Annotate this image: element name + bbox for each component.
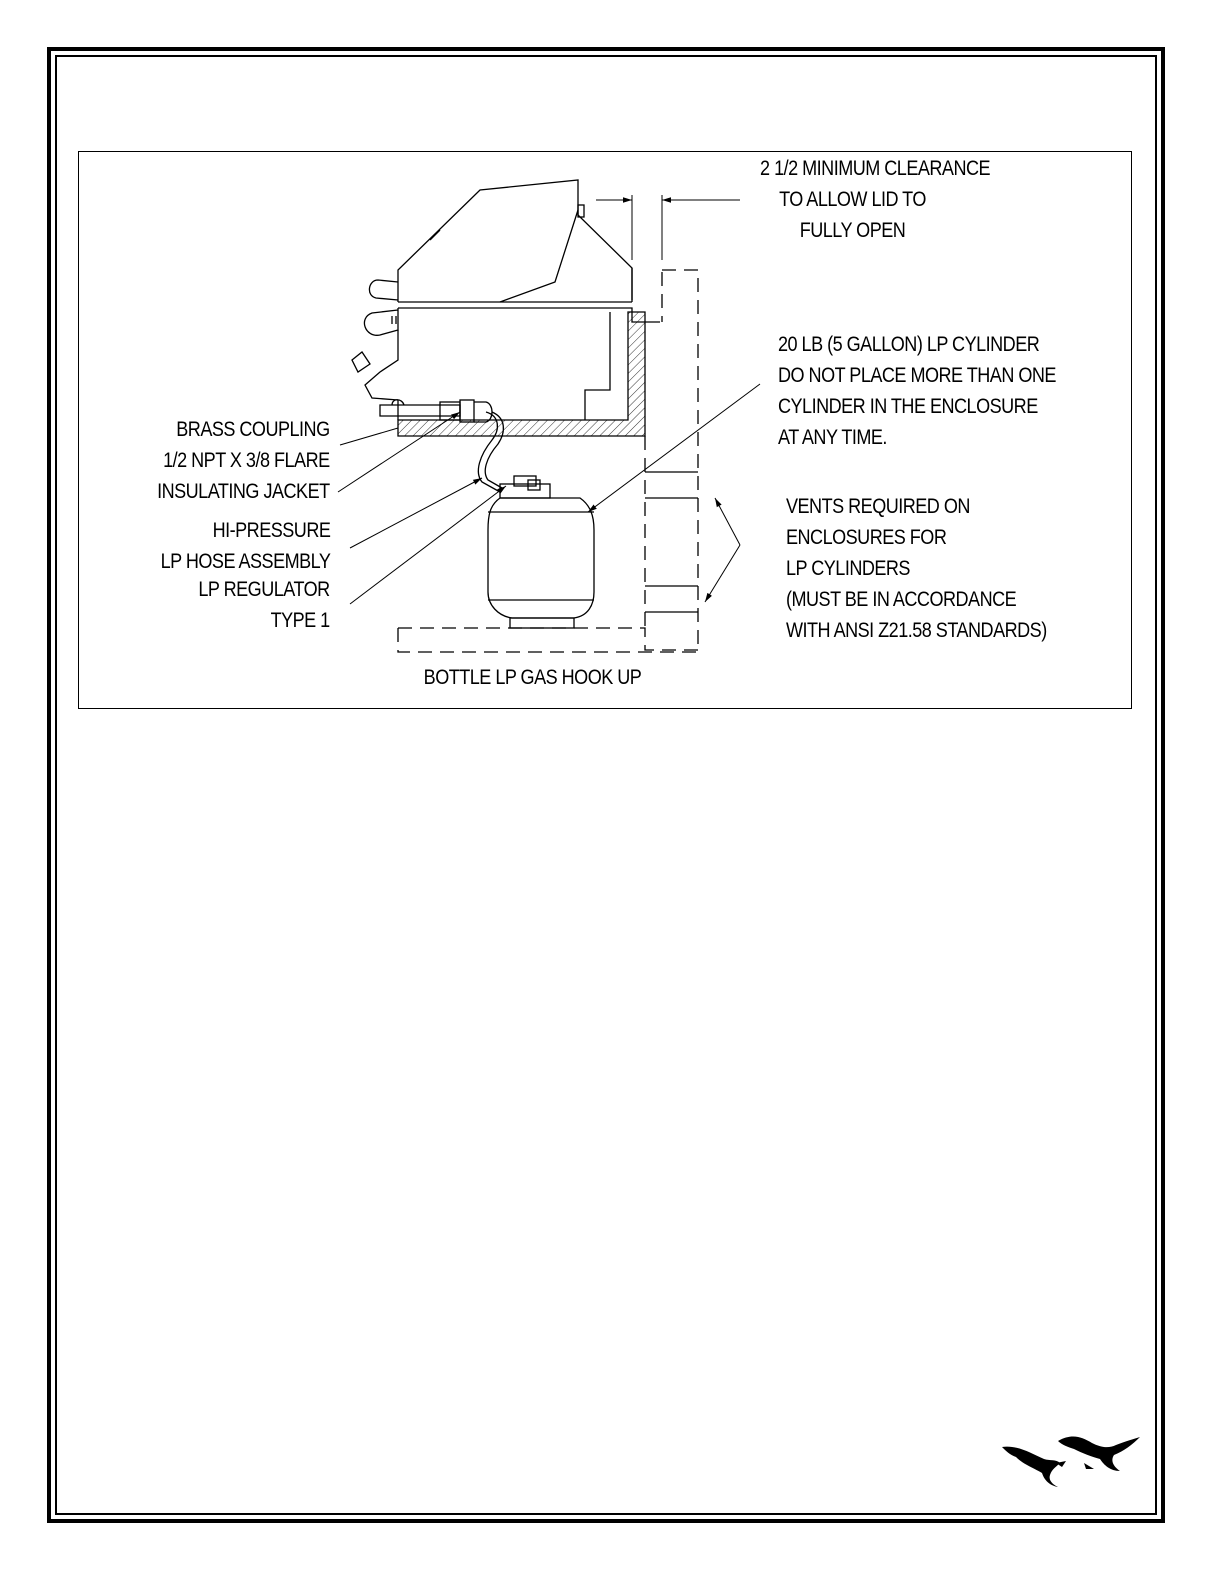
clearance-line-2: TO ALLOW LID TO — [779, 188, 926, 211]
vents-line-2: ENCLOSURES FOR — [786, 526, 947, 549]
vents-line-1: VENTS REQUIRED ON — [786, 495, 970, 518]
insulating-jacket — [398, 312, 645, 436]
regulator-line-1: LP REGULATOR — [198, 578, 330, 601]
cylinder-line-2: DO NOT PLACE MORE THAN ONE — [778, 364, 1056, 387]
gas-valve-assembly — [380, 400, 492, 422]
vents-note — [786, 491, 1047, 646]
clearance-line-1: 2 1/2 MINIMUM CLEARANCE — [760, 157, 991, 180]
insulating-jacket-label: INSULATING JACKET — [157, 480, 330, 503]
cylinder-line-3: CYLINDER IN THE ENCLOSURE — [778, 395, 1038, 418]
eagles-logo — [1000, 1425, 1145, 1490]
regulator-label — [199, 574, 330, 636]
cylinder-note — [778, 329, 1056, 453]
grill-lid — [369, 180, 632, 302]
vents-line-4: (MUST BE IN ACCORDANCE — [786, 588, 1017, 611]
enclosure-dashed — [398, 270, 698, 652]
lp-cylinder — [488, 476, 594, 628]
hose-line-2: LP HOSE ASSEMBLY — [160, 550, 330, 573]
vents-line-5: WITH ANSI Z21.58 STANDARDS) — [786, 619, 1047, 642]
leader-lines — [338, 195, 760, 604]
diagram-caption: BOTTLE LP GAS HOOK UP — [423, 666, 642, 689]
brass-coupling-line-2: 1/2 NPT X 3/8 FLARE — [163, 449, 330, 472]
brass-coupling-label — [157, 414, 330, 507]
vents-line-3: LP CYLINDERS — [786, 557, 910, 580]
vent-openings — [645, 472, 698, 612]
cylinder-line-1: 20 LB (5 GALLON) LP CYLINDER — [778, 333, 1040, 356]
hose-label — [160, 515, 330, 577]
brass-coupling-line-1: BRASS COUPLING — [176, 418, 330, 441]
regulator-line-2: TYPE 1 — [270, 609, 330, 632]
hose-line-1: HI-PRESSURE — [212, 519, 330, 542]
clearance-note — [760, 153, 991, 246]
cylinder-line-4: AT ANY TIME. — [778, 426, 887, 449]
clearance-line-3: FULLY OPEN — [799, 219, 906, 242]
